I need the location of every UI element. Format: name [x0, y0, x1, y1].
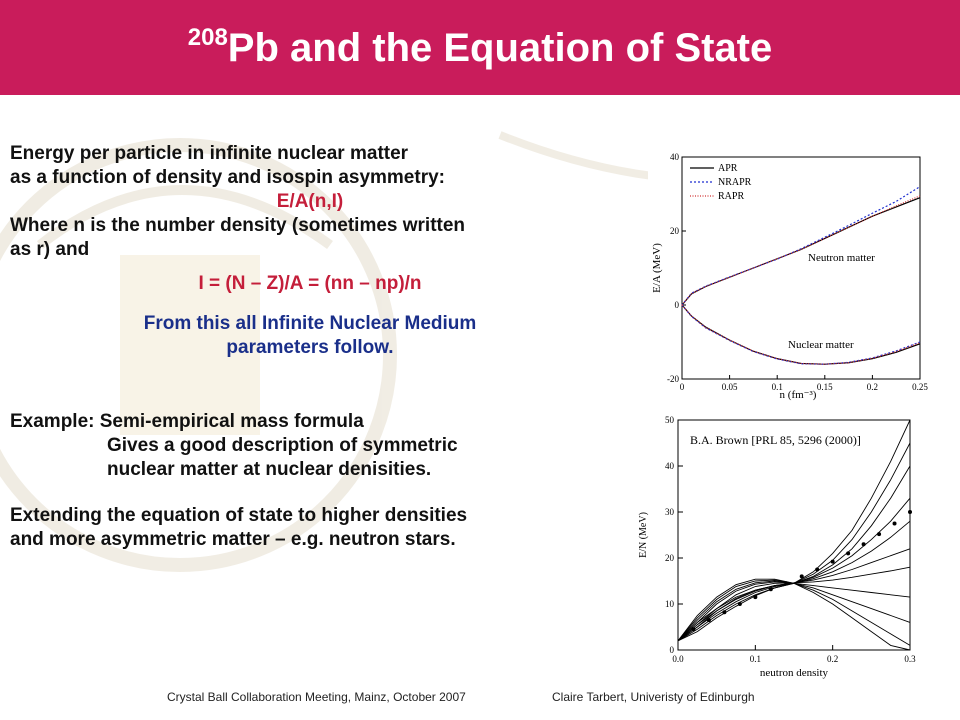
eos-legend [690, 163, 752, 202]
brown-ytick-label: 40 [665, 461, 674, 471]
brown-chart [628, 412, 920, 682]
brown-xtick-label: 0.2 [827, 654, 839, 664]
eos-xtick-label: 0.1 [771, 382, 783, 392]
title-text: Pb and the Equation of State [227, 26, 773, 70]
brown-data-point [707, 618, 711, 622]
eos-series-apr [682, 305, 920, 364]
brown-series-line [678, 549, 910, 641]
brown-data-point [846, 551, 850, 555]
brown-series-line [678, 521, 910, 641]
brown-series-line [678, 580, 910, 645]
brown-data-point [800, 574, 804, 578]
page-title [188, 24, 773, 71]
eos-xlabel: n (fm⁻³) [779, 389, 817, 401]
brown-xtick-label: 0.1 [749, 654, 761, 664]
brown-xlabel: neutron density [759, 667, 829, 679]
formula-energy: E/A(n,I) [276, 191, 344, 212]
extension-line-1: Extending the equation of state to higher densities [10, 505, 468, 526]
eos-xtick-label: 0 [679, 382, 685, 392]
eos-legend-label: RAPR [718, 191, 745, 202]
eos-ylabel: E/A (MeV) [651, 243, 663, 293]
eos-chart [648, 145, 928, 403]
brown-data-point [877, 532, 881, 536]
eos-series-rapr [682, 196, 920, 305]
conclusion-line-1: From this all Infinite Nuclear Medium [143, 313, 477, 334]
footer-author: Claire Tarbert, Univeristy of Edinburgh [552, 690, 755, 704]
brown-ytick-label: 50 [665, 415, 674, 425]
footer [0, 690, 960, 710]
formula-asymmetry: I = (N – Z)/A = (nn – np)/n [198, 273, 422, 294]
eos-annotation-neutron: Neutron matter [808, 252, 875, 264]
brown-series-line [678, 567, 910, 641]
brown-data-point [831, 560, 835, 564]
definition-line-2: as r) and [10, 239, 90, 260]
intro-line-1: Energy per particle in infinite nuclear matter [10, 143, 409, 164]
title-bar [0, 0, 960, 95]
brown-data-point [722, 610, 726, 614]
brown-ylabel: E/N (MeV) [638, 512, 649, 558]
eos-series-nrapr [682, 187, 920, 305]
brown-data-point [815, 568, 819, 572]
example-line-2: Gives a good description of symmetric [107, 435, 458, 456]
eos-ytick-label: 20 [670, 226, 679, 236]
brown-data-point [862, 542, 866, 546]
brown-ytick-label: 0 [669, 645, 674, 655]
brown-ytick-label: 10 [665, 599, 674, 609]
brown-data-point [691, 627, 695, 631]
example-line-3: nuclear matter at nuclear denisities. [107, 459, 432, 480]
brown-chart-panel [628, 412, 920, 682]
brown-data-point [753, 595, 757, 599]
eos-series-apr [682, 198, 920, 305]
brown-chart-title: B.A. Brown [PRL 85, 5296 (2000)] [690, 433, 861, 447]
eos-legend-label: APR [718, 163, 738, 174]
definition-line-1: Where n is the number density (sometimes written [10, 215, 466, 236]
brown-data-point [893, 522, 897, 526]
eos-ytick-label: -20 [667, 374, 679, 384]
brown-xtick-label: 0.0 [672, 654, 684, 664]
brown-data-point [784, 581, 788, 585]
eos-xtick-label: 0.2 [866, 382, 879, 392]
eos-xtick-label: 0.05 [721, 382, 738, 392]
slide-body [10, 142, 610, 552]
eos-chart-panel [648, 145, 928, 403]
example-line-1: Example: Semi-empirical mass formula [10, 411, 364, 432]
brown-ytick-label: 20 [665, 553, 674, 563]
eos-ytick-label: 0 [674, 300, 679, 310]
eos-xtick-label: 0.25 [912, 382, 928, 392]
footer-meeting: Crystal Ball Collaboration Meeting, Mainz, October 2007 [167, 690, 466, 704]
extension-line-2: and more asymmetric matter – e.g. neutron stars. [10, 529, 456, 550]
title-superscript: 208 [187, 24, 228, 51]
brown-data-point [738, 602, 742, 606]
brown-xtick-label: 0.3 [904, 654, 916, 664]
eos-annotation-nuclear: Nuclear matter [788, 339, 854, 351]
eos-xtick-label: 0.15 [816, 382, 833, 392]
eos-legend-label: NRAPR [718, 177, 752, 188]
brown-data-point [769, 587, 773, 591]
brown-data-point [908, 510, 912, 514]
eos-ytick-label: 40 [670, 152, 679, 162]
brown-ytick-label: 30 [665, 507, 674, 517]
conclusion-line-2: parameters follow. [226, 337, 394, 358]
intro-line-2: as a function of density and isospin asymmetry: [10, 167, 445, 188]
